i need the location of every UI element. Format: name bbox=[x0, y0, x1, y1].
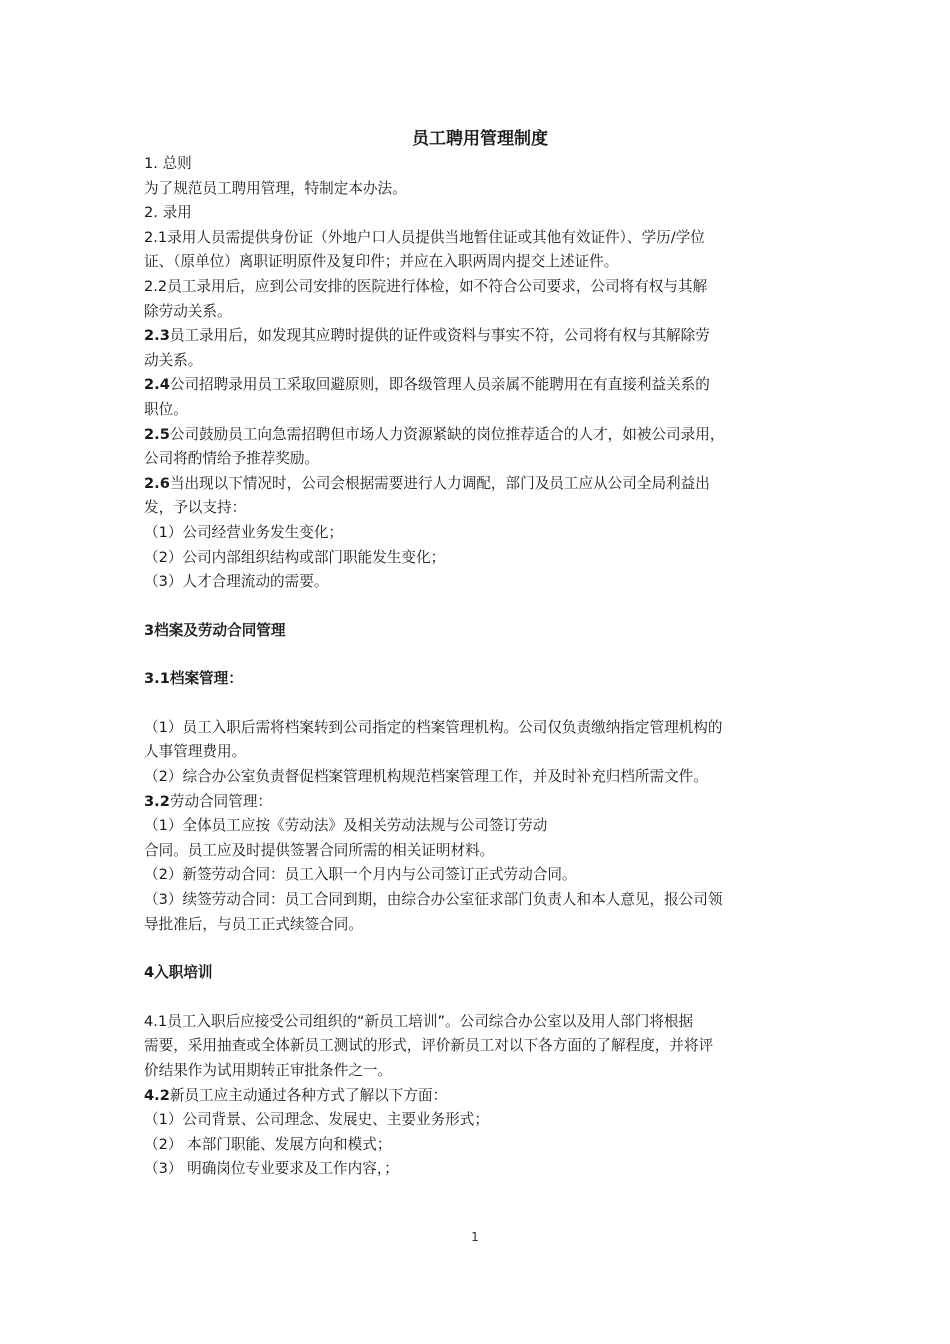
clause-number: 2.6 bbox=[144, 474, 170, 492]
clause-line bbox=[144, 472, 816, 497]
body-line: （2）综合办公室负责督促档案管理机构规范档案管理工作，并及时补充归档所需文件。 bbox=[144, 768, 708, 786]
section-heading: 3档案及劳动合同管理 bbox=[144, 621, 286, 639]
body-line: （1）公司背景、公司理念、发展史、主要业务形式； bbox=[144, 1111, 489, 1129]
clause-text: 当出现以下情况时，公司会根据需要进行人力调配，部门及员工应从公司全局利益出 bbox=[169, 474, 710, 492]
clause-number: 2.3 bbox=[144, 327, 170, 345]
section-heading: 4入职培训 bbox=[144, 964, 213, 982]
body-line: （1）公司经营业务发生变化； bbox=[144, 523, 344, 541]
body-line: 2.2员工录用后，应到公司安排的医院进行体检，如不符合公司要求，公司将有权与其解 bbox=[144, 277, 708, 295]
clause-text: 公司招聘录用员工采取回避原则，即各级管理人员亲属不能聘用在有直接利益关系的 bbox=[169, 376, 710, 394]
clause-line bbox=[144, 324, 816, 349]
clause-text: 劳动合同管理： bbox=[169, 792, 273, 810]
clause-line bbox=[144, 373, 816, 398]
paragraph-gap bbox=[144, 643, 816, 667]
body-line: （1）员工入职后需将档案转到公司指定的档案管理机构。公司仅负责缴纳指定管理机构的 bbox=[144, 718, 723, 736]
body-line: 2.1录用人员需提供身份证（外地户口人员提供当地暂住证或其他有效证件）、学历/学位 bbox=[144, 228, 705, 246]
clause-text: 公司鼓励员工向急需招聘但市场人力资源紧缺的岗位推荐适合的人才，如被公司录用， bbox=[169, 425, 725, 443]
body-line: 4.1员工入职后应接受公司组织的“新员工培训”。公司综合办公室以及用人部门将根据 bbox=[144, 1012, 694, 1030]
body-line: 公司将酌情给予推荐奖励。 bbox=[144, 450, 320, 468]
body-line: 合同。员工应及时提供签署合同所需的相关证明材料。 bbox=[144, 841, 495, 859]
paragraph-gap bbox=[144, 595, 816, 619]
body-line: 需要，采用抽查或全体新员工测试的形式，评价新员工对以下各方面的了解程度，并将评 bbox=[144, 1037, 714, 1055]
body-line: 职位。 bbox=[144, 400, 188, 418]
clause-line bbox=[144, 423, 816, 448]
document-body bbox=[144, 152, 816, 1182]
clause-number: 3.2 bbox=[144, 792, 170, 810]
clause-text: 员工录用后，如发现其应聘时提供的证件或资料与事实不符，公司将有权与其解除劳 bbox=[169, 327, 710, 345]
clause-line bbox=[144, 1084, 816, 1109]
clause-number: 4.2 bbox=[144, 1086, 170, 1104]
paragraph-gap bbox=[144, 986, 816, 1010]
clause-number: 2.5 bbox=[144, 425, 170, 443]
paragraph-gap bbox=[144, 692, 816, 716]
body-line: （2） 本部门职能、发展方向和模式； bbox=[144, 1135, 392, 1153]
section-heading: 3.1档案管理： bbox=[144, 670, 243, 688]
clause-text: 新员工应主动通过各种方式了解以下方面： bbox=[169, 1086, 448, 1104]
body-line: 除劳动关系。 bbox=[144, 302, 232, 320]
document-content bbox=[144, 126, 816, 1182]
body-line: 2. 录用 bbox=[144, 204, 192, 222]
body-line: （2）新签劳动合同：员工入职一个月内与公司签订正式劳动合同。 bbox=[144, 866, 577, 884]
clause-number: 2.4 bbox=[144, 376, 170, 394]
body-line: 发，予以支持： bbox=[144, 499, 247, 517]
body-line: （2）公司内部组织结构或部门职能发生变化； bbox=[144, 548, 446, 566]
clause-line bbox=[144, 790, 816, 815]
body-line: 导批准后，与员工正式续签合同。 bbox=[144, 915, 363, 933]
body-line: （1）全体员工应按《劳动法》及相关劳动法规与公司签订劳动 bbox=[144, 817, 548, 835]
page-number: 1 bbox=[471, 1230, 479, 1244]
body-line: 人事管理费用。 bbox=[144, 743, 247, 761]
body-line: （3）人才合理流动的需要。 bbox=[144, 573, 329, 591]
body-line: （3）续签劳动合同：员工合同到期，由综合办公室征求部门负责人和本人意见，报公司领 bbox=[144, 891, 723, 909]
body-line: 价结果作为试用期转正审批条件之一。 bbox=[144, 1062, 393, 1079]
body-line: 为了规范员工聘用管理，特制定本办法。 bbox=[144, 179, 407, 197]
body-line: （3） 明确岗位专业要求及工作内容，； bbox=[144, 1160, 399, 1178]
page-title: 员工聘用管理制度 bbox=[412, 129, 548, 149]
body-line: 1. 总则 bbox=[144, 155, 192, 172]
body-line: 动关系。 bbox=[144, 351, 203, 369]
paragraph-gap bbox=[144, 937, 816, 961]
body-line: 证、（原单位）离职证明原件及复印件；并应在入职两周内提交上述证件。 bbox=[144, 253, 619, 271]
